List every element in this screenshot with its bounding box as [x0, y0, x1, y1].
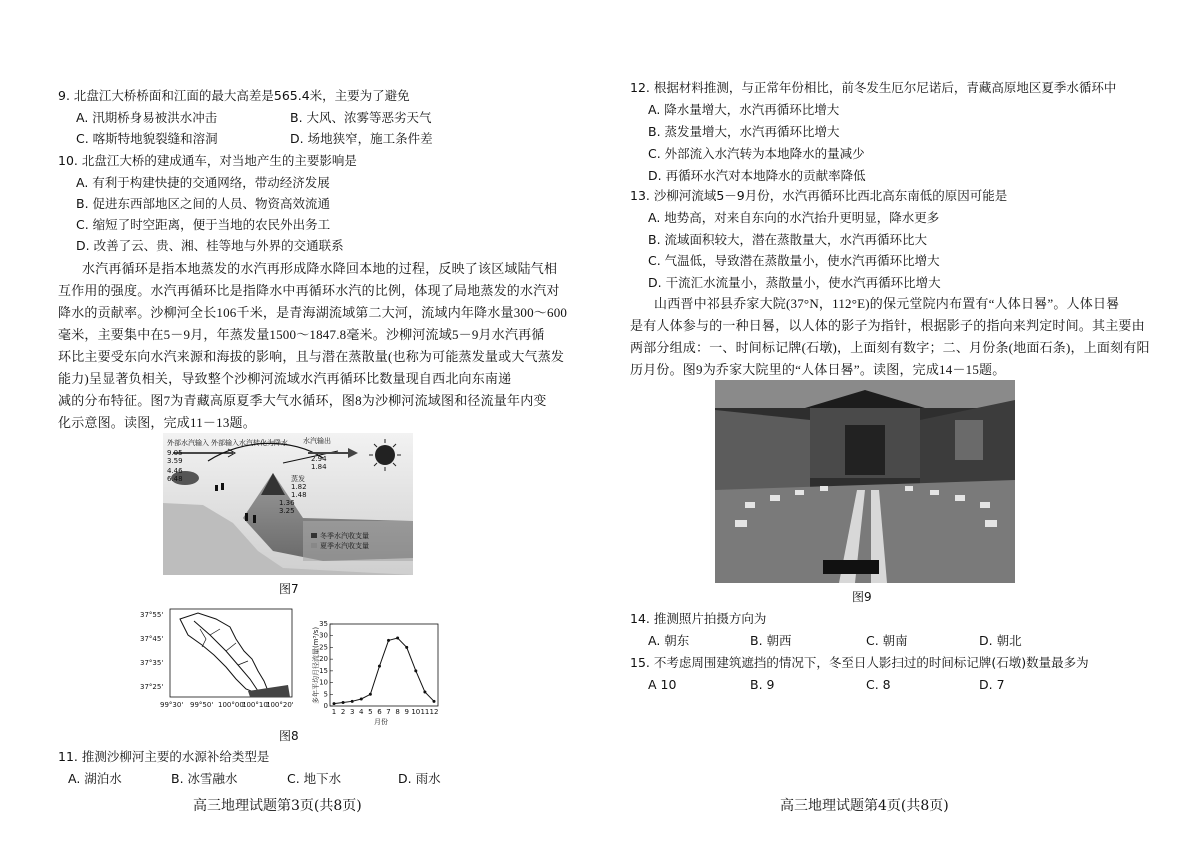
q13-stem: 13. 沙柳河流域5－9月份，水汽再循环比西北高东南低的原因可能是	[630, 188, 1008, 203]
q15-stem: 15. 不考虑周围建筑遮挡的情况下，冬至日人影扫过的时间标记牌(石墩)数量最多为	[630, 655, 1089, 670]
x-tick-label: 10	[411, 708, 421, 716]
fig7-label-evap: 蒸发	[291, 475, 305, 483]
q9-option-b[interactable]: B. 大风、浓雾等恶劣天气	[290, 110, 432, 125]
material2-para-line-4: 历月份。图9为乔家大院里的“人体日晷”。读图，完成14－15题。	[630, 362, 1006, 377]
x-tick-label: 9	[404, 708, 409, 716]
x-tick-label: 1	[331, 708, 337, 716]
x-tick-label: 3	[349, 708, 355, 716]
q14-option-b[interactable]: B. 朝西	[750, 633, 792, 648]
figure-8-map-svg	[138, 605, 298, 720]
material-para-line-6: 能力)呈显著负相关，导致整个沙柳河流域水汽再循环比数量现自西北向东南递	[58, 371, 512, 386]
figure-8-map	[138, 605, 298, 720]
fig7-label-conversion: 外部输入水汽转化为降水	[211, 439, 288, 447]
x-tick-label: 2	[340, 708, 346, 716]
material-para-line-3: 降水的贡献率。沙柳河全长106千米，是青海湖流域第二大河，流域内年降水量300～600	[58, 305, 568, 320]
y-tick-label: 25	[319, 643, 328, 652]
y-tick-label: 20	[319, 655, 328, 664]
q12-stem: 12. 根据材料推测，与正常年份相比，前冬发生厄尔尼诺后，青藏高原地区夏季水循环中	[630, 80, 1117, 95]
material-para-line-7: 减的分布特征。图7为青藏高原夏季大气水循环，图8为沙柳河流域图和径流量年内变	[58, 393, 547, 408]
y-tick-label: 10	[319, 678, 328, 687]
material-para-line-5: 环比主要受东向水汽来源和海拔的影响，且与潜在蒸散量(也称为可能蒸发量或大气蒸发	[58, 349, 565, 364]
x-tick-label: 11	[420, 708, 430, 716]
x-tick-label: 12	[429, 708, 439, 716]
material-para-line-1: 水汽再循环是指本地蒸发的水汽再形成降水降回本地的过程，反映了该区域陆气相	[82, 261, 558, 276]
runoff-data-point	[342, 701, 345, 704]
left-page-footer: 高三地理试题第3页(共8页)	[193, 798, 362, 814]
map-lon-tick-4: 100°10'	[242, 701, 270, 709]
fig7-label-output: 水汽输出	[303, 437, 331, 445]
map-lon-tick-1: 99°30'	[160, 701, 184, 709]
q9-stem: 9. 北盘江大桥桥面和江面的最大高差是565.4米，主要为了避免	[58, 88, 410, 103]
q10-stem: 10. 北盘江大桥的建成通车，对当地产生的主要影响是	[58, 153, 357, 168]
q15-option-b[interactable]: B. 9	[750, 677, 775, 692]
y-tick-label: 15	[319, 666, 328, 675]
x-tick-label: 7	[386, 708, 391, 716]
q15-option-a[interactable]: A 10	[648, 677, 677, 692]
q15-option-d[interactable]: D. 7	[979, 677, 1005, 692]
q13-option-c[interactable]: C. 气温低，导致潜在蒸散量小，使水汽再循环比增大	[648, 253, 940, 268]
y-tick-label: 0	[323, 702, 328, 710]
fig7-value-4b: 1.48	[291, 491, 307, 499]
map-lat-tick-3: 37°35'	[140, 659, 164, 667]
q11-option-d[interactable]: D. 雨水	[398, 771, 441, 786]
runoff-data-point	[378, 665, 381, 668]
q11-option-c[interactable]: C. 地下水	[287, 771, 342, 786]
q12-option-d[interactable]: D. 再循环水汽对本地降水的贡献率降低	[648, 168, 866, 183]
q13-option-a[interactable]: A. 地势高，对来自东向的水汽抬升更明显，降水更多	[648, 210, 940, 225]
q10-option-d[interactable]: D. 改善了云、贵、湘、桂等地与外界的交通联系	[76, 238, 344, 253]
q12-option-b[interactable]: B. 蒸发量增大，水汽再循环比增大	[648, 124, 840, 139]
fig7-value-5: 1.36	[279, 499, 295, 507]
x-tick-label: 5	[368, 708, 373, 716]
q10-option-a[interactable]: A. 有利于构建快捷的交通网络，带动经济发展	[76, 175, 330, 190]
material2-para-line-2: 是有人体参与的一种日晷，以人体的影子为指针，根据影子的指向来判定时间。其主要由	[630, 318, 1145, 333]
figure-7-water-cycle	[163, 433, 413, 575]
fig7-value-4: 1.82	[291, 483, 307, 491]
y-tick-label: 35	[319, 620, 328, 628]
figure-7-illustration	[163, 433, 413, 575]
fig7-label-input: 外部水汽输入	[167, 439, 209, 447]
runoff-data-point	[369, 693, 372, 696]
material-para-line-8: 化示意图。读图，完成11－13题。	[58, 415, 256, 430]
y-tick-label: 5	[323, 690, 328, 699]
figure-9-illustration	[715, 380, 1015, 583]
runoff-data-point	[396, 637, 399, 640]
q14-option-a[interactable]: A. 朝东	[648, 633, 690, 648]
runoff-data-point	[423, 690, 426, 693]
q12-option-c[interactable]: C. 外部流入水汽转为本地降水的量减少	[648, 146, 865, 161]
material-para-line-2: 互作用的强度。水汽再循环比是指降水中再循环水汽的比例，体现了局地蒸发的水汽对	[58, 283, 560, 298]
map-lat-tick-2: 37°45'	[140, 635, 164, 643]
figure-7-caption: 图7	[279, 582, 299, 596]
runoff-data-point	[333, 702, 336, 705]
map-lat-tick-4: 37°25'	[140, 683, 164, 691]
x-tick-label: 8	[395, 708, 400, 716]
q14-stem: 14. 推测照片拍摄方向为	[630, 611, 767, 626]
fig7-value-5b: 3.25	[279, 507, 295, 515]
figure-9-photo	[715, 380, 1015, 583]
right-page	[600, 0, 1200, 849]
fig7-value-1b: 3.59	[167, 457, 183, 465]
q14-option-d[interactable]: D. 朝北	[979, 633, 1022, 648]
runoff-series-line	[334, 638, 434, 704]
q10-option-b[interactable]: B. 促进东西部地区之间的人员、物资高效流通	[76, 196, 331, 211]
fig7-legend-summer: 夏季水汽收支量	[320, 542, 369, 550]
fig7-value-2b: 1.84	[311, 463, 327, 471]
map-lon-tick-2: 99°50'	[190, 701, 214, 709]
runoff-data-point	[433, 700, 436, 703]
fig7-value-2: 2.94	[311, 455, 327, 463]
q14-option-c[interactable]: C. 朝南	[866, 633, 908, 648]
chart-xlabel: 月份	[374, 718, 388, 726]
q9-option-c[interactable]: C. 喀斯特地貌裂缝和溶洞	[76, 131, 218, 146]
figure-9-caption: 图9	[852, 590, 872, 604]
x-tick-label: 6	[377, 708, 382, 716]
runoff-data-point	[414, 669, 417, 672]
x-tick-label: 4	[359, 708, 364, 716]
chart-frame	[330, 624, 438, 706]
q9-option-a[interactable]: A. 汛期桥身易被洪水冲击	[76, 110, 218, 125]
runoff-data-point	[387, 639, 390, 642]
fig7-value-1: 9.05	[167, 449, 183, 457]
q11-option-a[interactable]: A. 湖泊水	[68, 771, 122, 786]
q13-option-d[interactable]: D. 干流汇水流量小，蒸散量小，使水汽再循环比增大	[648, 275, 941, 290]
map-lat-tick-1: 37°55'	[140, 611, 164, 619]
y-tick-label: 30	[319, 631, 328, 640]
map-lon-tick-5: 100°20'	[266, 701, 294, 709]
q15-option-c[interactable]: C. 8	[866, 677, 891, 692]
material2-para-line-3: 两部分组成：一、时间标记牌(石墩)，上面刻有数字；二、月份条(地面石条)，上面刻有阳	[630, 340, 1150, 355]
q13-option-b[interactable]: B. 流域面积较大，潜在蒸散量大，水汽再循环比大	[648, 232, 928, 247]
runoff-data-point	[351, 700, 354, 703]
figure-8-caption: 图8	[279, 729, 299, 743]
figure-8-runoff-chart	[310, 618, 440, 726]
q12-option-a[interactable]: A. 降水量增大，水汽再循环比增大	[648, 102, 840, 117]
fig7-legend-winter: 冬季水汽收支量	[320, 532, 369, 540]
runoff-chart-svg	[310, 618, 440, 726]
material2-para-line-1: 山西晋中祁县乔家大院(37°N，112°E)的保元堂院内布置有“人体日晷”。人体日晷	[654, 296, 1120, 311]
fig7-value-3b: 6.48	[167, 475, 183, 483]
runoff-data-point	[405, 646, 408, 649]
q11-stem: 11. 推测沙柳河主要的水源补给类型是	[58, 749, 270, 764]
runoff-data-point	[360, 697, 363, 700]
material-para-line-4: 毫米，主要集中在5－9月，年蒸发量1500～1847.8毫米。沙柳河流域5－9月水汽再循	[58, 327, 545, 342]
right-page-footer: 高三地理试题第4页(共8页)	[780, 798, 949, 814]
fig7-value-3: 4.46	[167, 467, 183, 475]
q10-option-c[interactable]: C. 缩短了时空距离，便于当地的农民外出务工	[76, 217, 331, 232]
q9-option-d[interactable]: D. 场地狭窄，施工条件差	[290, 131, 433, 146]
map-lon-tick-3: 100°00'	[218, 701, 246, 709]
chart-ylabel: 多年平均月径流量(m³/s)	[312, 626, 320, 704]
q11-option-b[interactable]: B. 冰雪融水	[171, 771, 238, 786]
